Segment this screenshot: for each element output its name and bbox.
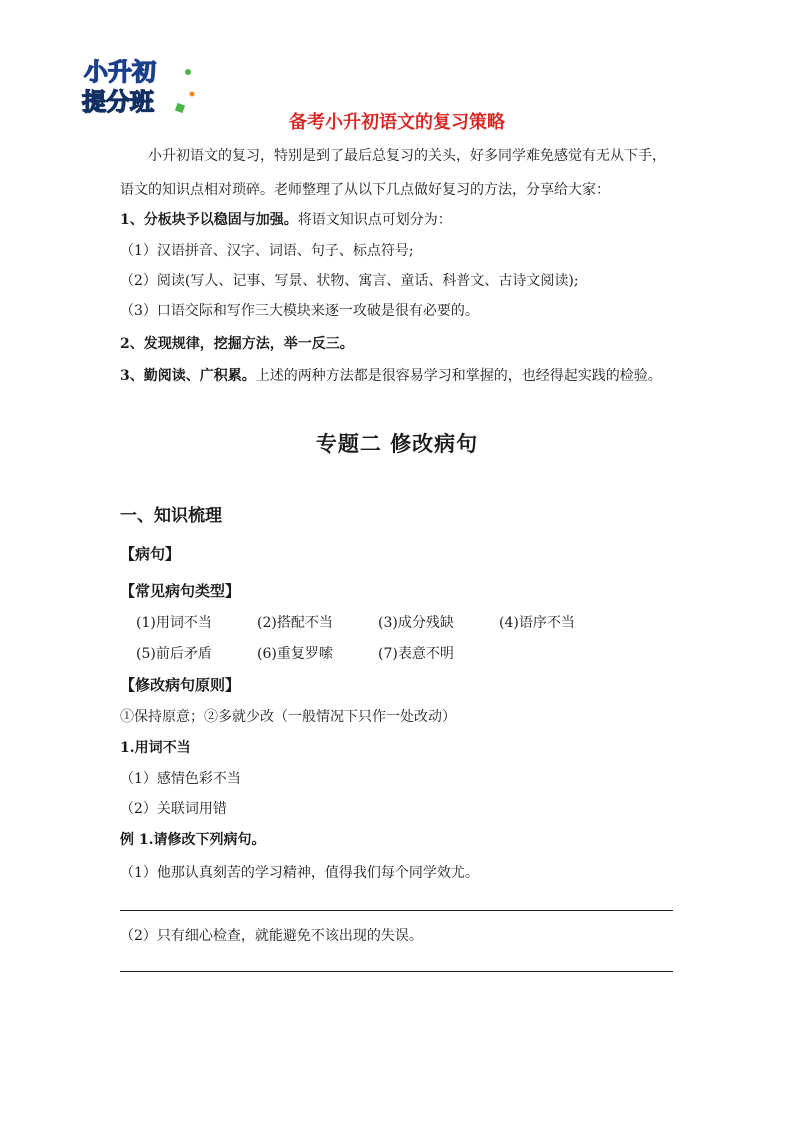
point-3-bold: 3、勤阅读、广积累。 [120,368,256,384]
point-3 [120,365,662,385]
topic-title: 专题二 修改病句 [315,431,479,456]
intro-line-1: 小升初语文的复习，特别是到了最后总复习的关头，好多同学难免感觉有无从下手， [148,148,666,164]
sub-item-2: （2）阅读(写人、记事、写景、状物、寓言、童话、科普文、古诗文阅读); [120,273,579,289]
principle-text: ①保持原意；②多就少改（一般情况下只作一处改动） [120,709,456,725]
item-1-sub-1: （1）感情色彩不当 [120,771,241,787]
point-1-bold: 1、分板块予以稳固与加强。 [120,212,298,228]
intro-line-2: 语文的知识点相对琐碎。老师整理了从以下几点做好复习的方法，分享给大家： [120,182,610,198]
type-item: (4)语序不当 [499,615,575,631]
logo-line1: 小升初 [84,58,156,86]
section-heading: 一、知识梳理 [120,506,222,526]
sub-item-1: （1）汉语拼音、汉字、词语、句子、标点符号; [120,243,414,259]
types-heading: 【常见病句类型】 [120,582,241,600]
type-item: (5)前后矛盾 [136,646,212,662]
strategy-title: 备考小升初语文的复习策略 [289,112,505,133]
item-1-title: 1.用词不当 [120,740,191,756]
answer-line-1[interactable] [120,910,673,911]
principle-heading: 【修改病句原则】 [120,676,241,694]
example-title: 例 1.请修改下列病句。 [120,832,266,848]
point-3-rest: 上述的两种方法都是很容易学习和掌握的，也经得起实践的检验。 [255,368,662,384]
logo-dot-icon [185,69,191,75]
types-row-2 [136,643,499,663]
types-row-1 [136,612,620,632]
type-item: (3)成分残缺 [378,615,454,631]
point-1-rest: 将语文知识点可划分为： [297,212,452,228]
type-item: (6)重复罗嗦 [257,646,333,662]
logo-dot-icon [190,92,195,97]
example-question-1: （1）他那认真刻苦的学习精神，值得我们每个同学效尤。 [120,865,479,881]
type-item: (1)用词不当 [136,615,212,631]
point-2: 2、发现规律，挖掘方法，举一反三。 [120,336,354,352]
logo-line2: 提分班 [82,88,154,116]
point-1 [120,209,452,229]
item-1-sub-2: （2）关联词用错 [120,801,227,817]
bingju-heading: 【病句】 [120,545,181,563]
type-item: (7)表意不明 [378,646,454,662]
answer-line-2[interactable] [120,971,673,972]
type-item: (2)搭配不当 [257,615,333,631]
sub-item-3: （3）口语交际和写作三大模块来逐一攻破是很有必要的。 [120,303,479,319]
example-question-2: （2）只有细心检查，就能避免不该出现的失误。 [120,928,423,944]
